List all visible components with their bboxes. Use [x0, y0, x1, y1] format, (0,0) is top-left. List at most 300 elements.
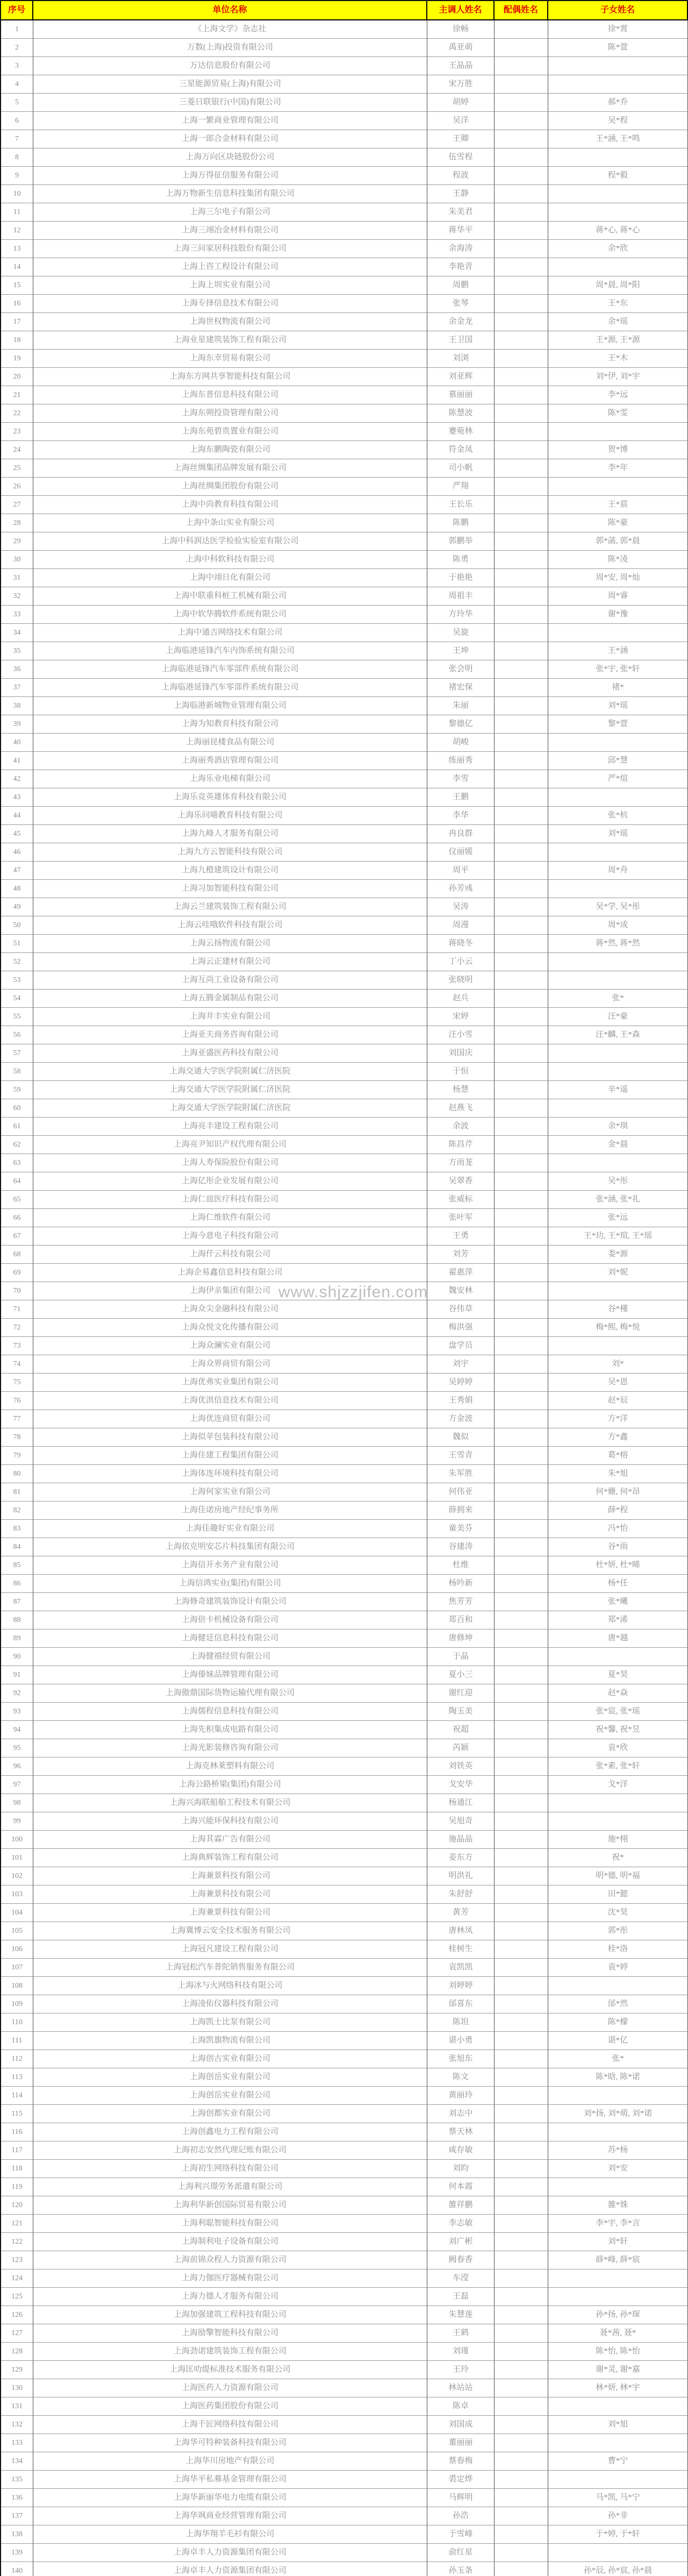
seq-cell: 111	[1, 2032, 33, 2050]
seq-cell: 66	[1, 1209, 33, 1227]
table-row	[1, 1940, 688, 1959]
children-cell: 张*宸, 张*瑶	[548, 1703, 688, 1721]
children-cell: 张*曦	[548, 1593, 688, 1611]
spouse-cell	[494, 843, 548, 862]
person-cell: 陈鹏	[427, 514, 494, 532]
seq-cell: 69	[1, 1264, 33, 1282]
table-row	[1, 2361, 688, 2379]
children-cell: 王*木	[548, 350, 688, 368]
table-row	[1, 1739, 688, 1757]
company-cell: 上海仁维软件有限公司	[33, 1209, 427, 1227]
person-cell: 于艳艳	[427, 569, 494, 587]
person-cell: 施晶晶	[427, 1831, 494, 1849]
table-row	[1, 2343, 688, 2361]
person-cell: 王晶晶	[427, 57, 494, 75]
person-cell: 王秀娟	[427, 1392, 494, 1410]
person-cell: 孙浩	[427, 2507, 494, 2525]
company-cell: 上海五腾金属制品有限公司	[33, 990, 427, 1008]
person-cell: 司小帆	[427, 459, 494, 478]
company-cell: 上海临港新城物业管理有限公司	[33, 697, 427, 715]
children-cell: 唐*越	[548, 1629, 688, 1648]
children-cell: 徐*霄	[548, 20, 688, 39]
person-cell: 符金凤	[427, 441, 494, 459]
company-cell: 上海创岳实业有限公司	[33, 2068, 427, 2087]
children-cell: 曹*宁	[548, 2452, 688, 2471]
person-cell: 李雪	[427, 770, 494, 788]
person-cell: 何本霞	[427, 2178, 494, 2196]
company-cell: 上海万物新生信息科技集团有限公司	[33, 185, 427, 203]
spouse-cell	[494, 752, 548, 770]
table-row	[1, 1044, 688, 1063]
spouse-cell	[494, 2087, 548, 2105]
person-cell: 方雨茏	[427, 1154, 494, 1172]
table-row	[1, 2160, 688, 2178]
company-cell: 上海克林莱塑料有限公司	[33, 1757, 427, 1776]
table-row	[1, 532, 688, 551]
spouse-cell	[494, 203, 548, 222]
company-cell: 上海业星建筑装饰工程有限公司	[33, 331, 427, 350]
company-cell: 上海丽秀酒店管理有限公司	[33, 752, 427, 770]
spouse-cell	[494, 1246, 548, 1264]
spouse-cell	[494, 94, 548, 112]
person-cell: 刘瑾	[427, 2343, 494, 2361]
seq-cell: 79	[1, 1447, 33, 1465]
children-cell: 朱*旭	[548, 1465, 688, 1483]
spouse-cell	[494, 2032, 548, 2050]
children-cell: 方*洋	[548, 1410, 688, 1428]
company-cell: 上海三翊冶金材料有限公司	[33, 222, 427, 240]
children-cell: 刘*旭	[548, 2416, 688, 2434]
children-cell: 郑*浠	[548, 1611, 688, 1629]
company-cell: 上海冠凡建设工程有限公司	[33, 1940, 427, 1959]
company-cell: 上海初志安然代理记账有限公司	[33, 2141, 427, 2160]
person-cell: 胡婷	[427, 94, 494, 112]
person-cell: 刘亚辉	[427, 368, 494, 386]
person-cell: 褚宏保	[427, 679, 494, 697]
seq-cell: 131	[1, 2397, 33, 2416]
spouse-cell	[494, 2233, 548, 2251]
person-cell: 张叶军	[427, 1209, 494, 1227]
seq-cell: 61	[1, 1118, 33, 1136]
spouse-cell	[494, 75, 548, 94]
company-cell: 上海众尖金融科技有限公司	[33, 1300, 427, 1319]
company-cell: 上海凯士比泵有限公司	[33, 2013, 427, 2032]
table-row	[1, 2105, 688, 2123]
children-cell: 辛*遥	[548, 1081, 688, 1099]
person-cell: 刘广彬	[427, 2233, 494, 2251]
person-cell: 陈勇	[427, 551, 494, 569]
spouse-cell	[494, 1008, 548, 1026]
company-cell: 上海东方网共享智能科技有限公司	[33, 368, 427, 386]
table-row	[1, 1812, 688, 1831]
company-cell: 上海亚盛医药科技有限公司	[33, 1044, 427, 1063]
table-row	[1, 1648, 688, 1666]
seq-cell: 65	[1, 1191, 33, 1209]
children-cell: 陈*檬	[548, 2013, 688, 2032]
person-cell: 戈安华	[427, 1776, 494, 1794]
spouse-cell	[494, 1684, 548, 1703]
spouse-cell	[494, 368, 548, 386]
spouse-cell	[494, 1831, 548, 1849]
table-row	[1, 185, 688, 203]
table-row	[1, 2032, 688, 2050]
company-cell: 上海云正建材有限公司	[33, 953, 427, 971]
person-cell: 仪丽媛	[427, 843, 494, 862]
table-row	[1, 1465, 688, 1483]
table-row	[1, 2233, 688, 2251]
children-cell: 孙*非	[548, 2507, 688, 2525]
children-cell: 谢*豫	[548, 606, 688, 624]
person-cell: 李华	[427, 807, 494, 825]
company-cell: 上海冰与火网络科技有限公司	[33, 1977, 427, 1995]
seq-cell: 8	[1, 148, 33, 167]
person-cell: 明洪礼	[427, 1867, 494, 1885]
children-cell	[548, 2434, 688, 2452]
seq-cell: 12	[1, 222, 33, 240]
children-cell: 张*	[548, 990, 688, 1008]
children-cell	[548, 1282, 688, 1300]
person-cell: 胡峻	[427, 734, 494, 752]
table-row	[1, 1520, 688, 1538]
seq-cell: 120	[1, 2196, 33, 2215]
spouse-cell	[494, 1264, 548, 1282]
children-cell: 马*凯, 马*宁	[548, 2489, 688, 2507]
seq-cell: 54	[1, 990, 33, 1008]
seq-cell: 32	[1, 587, 33, 606]
person-cell: 吴涛	[427, 898, 494, 916]
person-cell: 周祖丰	[427, 587, 494, 606]
children-cell	[548, 1794, 688, 1812]
spouse-cell	[494, 734, 548, 752]
seq-cell: 7	[1, 130, 33, 148]
table-row	[1, 1684, 688, 1703]
seq-cell: 1	[1, 20, 33, 39]
table-header-row	[1, 1, 688, 20]
children-cell	[548, 57, 688, 75]
person-cell: 王长乐	[427, 496, 494, 514]
seq-cell: 30	[1, 551, 33, 569]
seq-cell: 107	[1, 1959, 33, 1977]
children-cell	[548, 2087, 688, 2105]
table-row	[1, 1867, 688, 1885]
spouse-cell	[494, 587, 548, 606]
seq-cell: 41	[1, 752, 33, 770]
company-cell: 上海华翔羊毛衫有限公司	[33, 2525, 427, 2544]
company-cell: 上海丝绸集团股份有限公司	[33, 478, 427, 496]
table-row	[1, 1337, 688, 1355]
children-cell: 陈*雯	[548, 404, 688, 423]
seq-cell: 70	[1, 1282, 33, 1300]
seq-cell: 124	[1, 2269, 33, 2288]
spouse-cell	[494, 1227, 548, 1246]
children-cell: 冯*怡	[548, 1520, 688, 1538]
person-cell: 张旭东	[427, 2050, 494, 2068]
table-row	[1, 478, 688, 496]
company-cell: 上海倍卡机械设备有限公司	[33, 1611, 427, 1629]
spouse-cell	[494, 1995, 548, 2013]
children-cell	[548, 1154, 688, 1172]
children-cell: 葛*榕	[548, 1447, 688, 1465]
seq-cell: 92	[1, 1684, 33, 1703]
table-row	[1, 1904, 688, 1922]
table-row	[1, 624, 688, 642]
person-cell: 王勇	[427, 1227, 494, 1246]
spouse-cell	[494, 1465, 548, 1483]
person-cell: 赵兵	[427, 990, 494, 1008]
spouse-cell	[494, 880, 548, 898]
spouse-cell	[494, 167, 548, 185]
children-cell: 王*东	[548, 295, 688, 313]
seq-cell: 53	[1, 971, 33, 990]
table-row	[1, 990, 688, 1008]
spouse-cell	[494, 386, 548, 404]
children-cell	[548, 478, 688, 496]
children-cell: 桂*洛	[548, 1940, 688, 1959]
person-cell: 杨慧	[427, 1081, 494, 1099]
children-cell: 陈*怡, 陈*怡	[548, 2343, 688, 2361]
spouse-cell	[494, 1520, 548, 1538]
person-cell: 陈慧波	[427, 404, 494, 423]
company-cell: 上海体连环境科技有限公司	[33, 1465, 427, 1483]
table-row	[1, 1209, 688, 1227]
seq-cell: 80	[1, 1465, 33, 1483]
spouse-cell	[494, 1739, 548, 1757]
person-cell: 徐畅	[427, 20, 494, 39]
person-cell: 车滢	[427, 2269, 494, 2288]
spouse-cell	[494, 2251, 548, 2269]
table-row	[1, 2507, 688, 2525]
table-row	[1, 2251, 688, 2269]
company-cell: 上海力德人才服务有限公司	[33, 2288, 427, 2306]
children-cell: 梅*熙, 梅*悦	[548, 1319, 688, 1337]
company-cell: 上海仟云科技有限公司	[33, 1246, 427, 1264]
spouse-cell	[494, 423, 548, 441]
children-cell: 刘*妮	[548, 1264, 688, 1282]
table-row	[1, 2416, 688, 2434]
seq-cell: 51	[1, 935, 33, 953]
children-cell: 刘*	[548, 1355, 688, 1374]
company-cell: 上海励擎智能科技有限公司	[33, 2324, 427, 2343]
spouse-cell	[494, 1611, 548, 1629]
seq-cell: 108	[1, 1977, 33, 1995]
company-cell: 上海三尔电子有限公司	[33, 203, 427, 222]
company-cell: 上海冀博云安全技术服务有限公司	[33, 1922, 427, 1940]
children-cell	[548, 1044, 688, 1063]
person-cell: 王卫国	[427, 331, 494, 350]
table-row	[1, 1849, 688, 1867]
children-cell	[548, 2288, 688, 2306]
person-cell: 陈坦	[427, 2013, 494, 2032]
seq-cell: 136	[1, 2489, 33, 2507]
table-row	[1, 2562, 688, 2576]
children-cell	[548, 258, 688, 276]
company-cell: 上海交通大学医学院附属仁济医院	[33, 1063, 427, 1081]
children-cell: 赵*焱	[548, 1684, 688, 1703]
spouse-cell	[494, 770, 548, 788]
company-cell: 上海健廷信息科技有限公司	[33, 1629, 427, 1648]
company-cell: 上海前锦众程人力资源有限公司	[33, 2251, 427, 2269]
company-cell: 上海华新丽华电力电缆有限公司	[33, 2489, 427, 2507]
person-cell: 杨通江	[427, 1794, 494, 1812]
spouse-cell	[494, 1172, 548, 1191]
children-cell: 刘*瑶	[548, 825, 688, 843]
spouse-cell	[494, 2507, 548, 2525]
person-cell: 严翔	[427, 478, 494, 496]
person-cell: 刘芳	[427, 1246, 494, 1264]
seq-cell: 37	[1, 679, 33, 697]
seq-cell: 97	[1, 1776, 33, 1794]
spouse-cell	[494, 825, 548, 843]
table-row	[1, 1885, 688, 1904]
table-row	[1, 2379, 688, 2397]
seq-cell: 115	[1, 2105, 33, 2123]
table-row	[1, 130, 688, 148]
children-cell	[548, 2178, 688, 2196]
seq-cell: 38	[1, 697, 33, 715]
person-cell: 方玲华	[427, 606, 494, 624]
spouse-cell	[494, 1044, 548, 1063]
spouse-cell	[494, 2361, 548, 2379]
seq-cell: 117	[1, 2141, 33, 2160]
spouse-cell	[494, 1575, 548, 1593]
table-row	[1, 1191, 688, 1209]
person-cell: 刘国成	[427, 2416, 494, 2434]
seq-cell: 86	[1, 1575, 33, 1593]
children-cell: 蒋*然, 蒋*然	[548, 935, 688, 953]
seq-cell: 89	[1, 1629, 33, 1648]
children-cell: 郝*乔	[548, 94, 688, 112]
children-cell: 邱*慧	[548, 752, 688, 770]
table-row	[1, 2324, 688, 2343]
table-row	[1, 313, 688, 331]
company-cell: 上海医药人力资源有限公司	[33, 2379, 427, 2397]
table-row	[1, 1556, 688, 1575]
spouse-cell	[494, 697, 548, 715]
table-body	[1, 20, 688, 2576]
table-row	[1, 1977, 688, 1995]
person-cell: 王鹏	[427, 788, 494, 807]
table-row	[1, 642, 688, 660]
seq-cell: 18	[1, 331, 33, 350]
children-cell: 于*婷, 于*轩	[548, 2525, 688, 2544]
children-cell: 周*晨, 周*阳	[548, 276, 688, 295]
person-cell: 朱慧莲	[427, 2306, 494, 2324]
children-cell: 陈*萱	[548, 39, 688, 57]
table-row	[1, 496, 688, 514]
spouse-cell	[494, 1300, 548, 1319]
spouse-cell	[494, 1081, 548, 1099]
table-row	[1, 1026, 688, 1044]
seq-cell: 118	[1, 2160, 33, 2178]
person-cell: 吴旭奇	[427, 1812, 494, 1831]
company-cell: 上海东普信息科技有限公司	[33, 386, 427, 404]
seq-cell: 114	[1, 2087, 33, 2105]
header-company: 单位名称	[33, 1, 427, 20]
watermark: www.shjzzjifen.com	[278, 1283, 428, 1301]
person-cell: 丁小云	[427, 953, 494, 971]
children-cell: 陈*晗, 陈*诺	[548, 2068, 688, 2087]
children-cell: 邰*然	[548, 1995, 688, 2013]
table-row	[1, 2141, 688, 2160]
person-cell: 余金龙	[427, 313, 494, 331]
table-row	[1, 1063, 688, 1081]
spouse-cell	[494, 496, 548, 514]
children-cell: 夏*昊	[548, 1666, 688, 1684]
company-cell: 上海创鑫电力工程有限公司	[33, 2123, 427, 2141]
seq-cell: 14	[1, 258, 33, 276]
company-cell: 上海优弗实业集团有限公司	[33, 1374, 427, 1392]
children-cell: 祝*馨, 祝*昱	[548, 1721, 688, 1739]
company-cell: 万达信息股份有限公司	[33, 57, 427, 75]
person-cell: 赵燕飞	[427, 1099, 494, 1118]
spouse-cell	[494, 2562, 548, 2576]
company-cell: 上海亮尹知识产权代理有限公司	[33, 1136, 427, 1154]
table-row	[1, 2123, 688, 2141]
table-row	[1, 240, 688, 258]
person-cell: 于雪峰	[427, 2525, 494, 2544]
person-cell: 夏小三	[427, 1666, 494, 1684]
company-cell: 上海傣妹品牌管理有限公司	[33, 1666, 427, 1684]
company-cell: 上海华川房地产有限公司	[33, 2452, 427, 2471]
table-row	[1, 1282, 688, 1300]
person-cell: 朱丽	[427, 697, 494, 715]
person-cell: 谷伟草	[427, 1300, 494, 1319]
table-row	[1, 1008, 688, 1026]
table-row	[1, 1227, 688, 1246]
company-cell: 上海企易鑫信息科技有限公司	[33, 1264, 427, 1282]
spouse-cell	[494, 1922, 548, 1940]
children-cell: 张*素, 张*轩	[548, 1757, 688, 1776]
table-row	[1, 2452, 688, 2471]
spouse-cell	[494, 1648, 548, 1666]
company-cell: 上海何家实业有限公司	[33, 1483, 427, 1502]
seq-cell: 15	[1, 276, 33, 295]
company-cell: 上海临港延锋汽车零部件系统有限公司	[33, 660, 427, 679]
spouse-cell	[494, 1794, 548, 1812]
table-row	[1, 1922, 688, 1940]
table-row	[1, 788, 688, 807]
company-cell: 上海九峰人才服务有限公司	[33, 825, 427, 843]
children-cell	[548, 2397, 688, 2416]
company-cell: 万数(上海)投资有限公司	[33, 39, 427, 57]
seq-cell: 93	[1, 1703, 33, 1721]
seq-cell: 110	[1, 2013, 33, 2032]
person-cell: 蒋晓冬	[427, 935, 494, 953]
person-cell: 陈文	[427, 2068, 494, 2087]
company-cell: 上海仁皿医疗科技有限公司	[33, 1191, 427, 1209]
person-cell: 王玲	[427, 2361, 494, 2379]
spouse-cell	[494, 1428, 548, 1447]
seq-cell: 121	[1, 2215, 33, 2233]
company-cell: 上海一郎合金材料有限公司	[33, 130, 427, 148]
table-row	[1, 75, 688, 94]
company-cell: 上海兴能环保科技有限公司	[33, 1812, 427, 1831]
children-cell	[548, 185, 688, 203]
company-cell: 上海兴海联船舶工程技术有限公司	[33, 1794, 427, 1812]
seq-cell: 85	[1, 1556, 33, 1575]
seq-cell: 59	[1, 1081, 33, 1099]
person-cell: 蔡天林	[427, 2123, 494, 2141]
company-cell: 上海临港延锋汽车零部件系统有限公司	[33, 679, 427, 697]
spouse-cell	[494, 2416, 548, 2434]
spouse-cell	[494, 660, 548, 679]
company-cell: 上海万向区块链股份公司	[33, 148, 427, 167]
table-row	[1, 2269, 688, 2288]
spouse-cell	[494, 1282, 548, 1300]
table-row	[1, 935, 688, 953]
company-cell: 上海专择信息技术有限公司	[33, 295, 427, 313]
person-cell: 谷建涛	[427, 1538, 494, 1556]
